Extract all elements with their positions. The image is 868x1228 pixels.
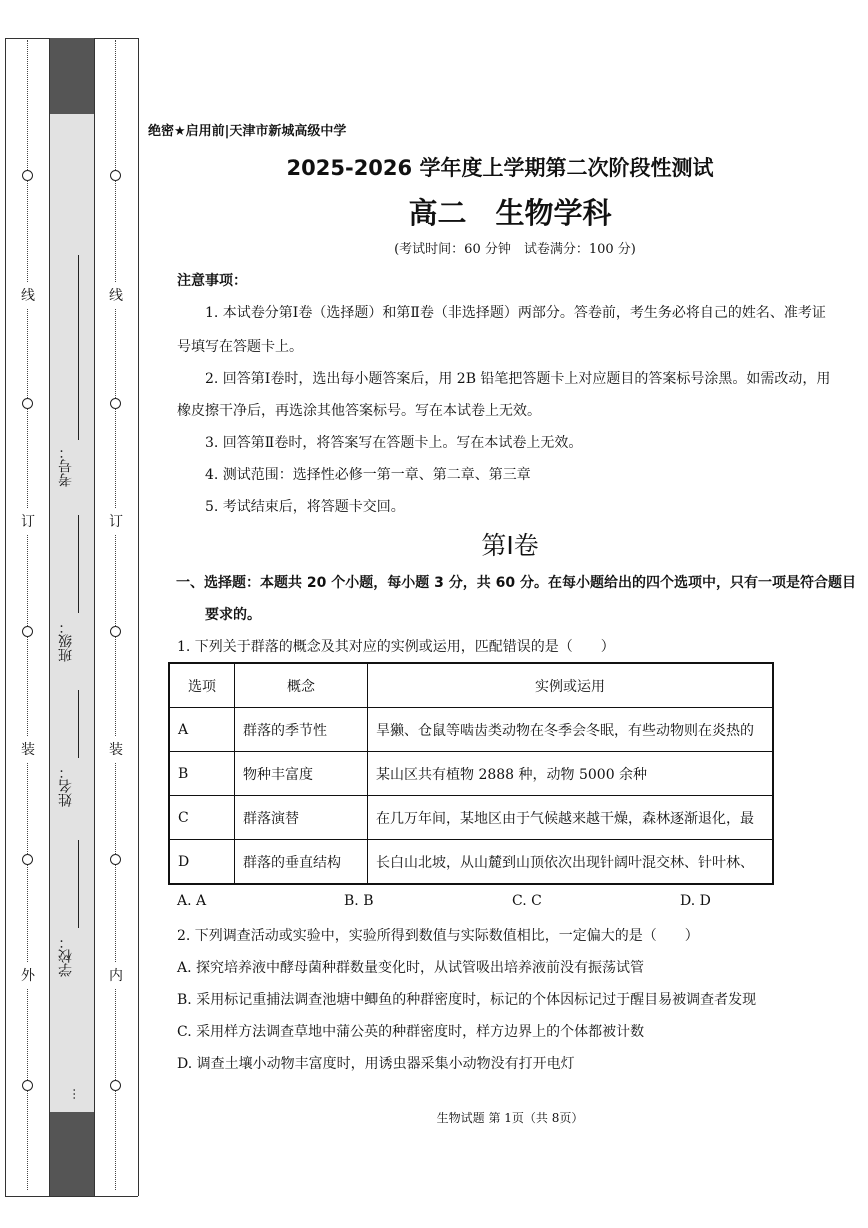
table-row bbox=[169, 840, 773, 885]
binding-margin bbox=[0, 0, 140, 1228]
q1-table bbox=[168, 662, 774, 885]
q1-option-b[interactable]: B. B bbox=[344, 893, 374, 909]
outer-circle bbox=[22, 398, 33, 409]
note-2-cont: 橡皮擦干净后，再选涂其他答案标号。写在本试卷上无效。 bbox=[177, 403, 541, 419]
table-header-row bbox=[169, 663, 773, 708]
field-label: 考号： bbox=[58, 445, 74, 487]
table-cell: 在几万年间，某地区由于气候越来越干燥，森林逐渐退化，最 bbox=[368, 796, 774, 840]
q2-option-c[interactable]: C. 采用样方法调查草地中蒲公英的种群密度时，样方边界上的个体都被计数 bbox=[177, 1024, 645, 1040]
outer-char-zhuang: 装 bbox=[20, 736, 36, 762]
outer-cut-line bbox=[27, 40, 28, 1190]
table-row bbox=[169, 708, 773, 752]
note-4: 4. 测试范围：选择性必修一第一章、第二章、第三章 bbox=[205, 467, 531, 483]
field-underline bbox=[78, 690, 79, 758]
table-cell: 群落的垂直结构 bbox=[235, 840, 368, 885]
inner-circle bbox=[110, 170, 121, 181]
outer-circle bbox=[22, 1080, 33, 1091]
inner-char-ding: 订 bbox=[108, 508, 124, 534]
table-row bbox=[169, 752, 773, 796]
outer-char-xian: 线 bbox=[20, 282, 36, 308]
outer-char-ding: 订 bbox=[20, 508, 36, 534]
table-cell: C bbox=[169, 796, 235, 840]
exam-title: 2025-2026 学年度上学期第二次阶段性测试 bbox=[286, 156, 714, 180]
table-cell: 某山区共有植物 2888 种，动物 5000 余种 bbox=[368, 752, 774, 796]
margin-border-bottom bbox=[5, 1196, 138, 1197]
outer-circle bbox=[22, 626, 33, 637]
volume-title: 第Ⅰ卷 bbox=[481, 531, 539, 560]
inner-char-xian: 线 bbox=[108, 282, 124, 308]
field-label: 班级： bbox=[58, 620, 74, 662]
table-cell: 群落的季节性 bbox=[235, 708, 368, 752]
q2-option-a[interactable]: A. 探究培养液中酵母菌种群数量变化时，从试管吸出培养液前没有振荡试管 bbox=[177, 960, 645, 976]
table-header-cell: 概念 bbox=[235, 663, 368, 708]
inner-label-nei: 内 bbox=[108, 962, 124, 988]
exam-number-field[interactable] bbox=[56, 255, 86, 505]
table-header-cell: 选项 bbox=[169, 663, 235, 708]
table-row bbox=[169, 796, 773, 840]
field-label: 学校： bbox=[58, 935, 74, 977]
table-cell: B bbox=[169, 752, 235, 796]
school-field[interactable] bbox=[56, 840, 86, 990]
strip-ellipsis: … bbox=[64, 1088, 78, 1100]
table-header-cell: 实例或运用 bbox=[368, 663, 774, 708]
outer-circle bbox=[22, 854, 33, 865]
margin-dark-block-top bbox=[49, 38, 95, 114]
q2-stem: 2. 下列调查活动或实验中，实验所得到数值与实际数值相比，一定偏大的是（ ） bbox=[177, 928, 699, 944]
field-underline bbox=[78, 515, 79, 613]
inner-char-zhuang: 装 bbox=[108, 736, 124, 762]
note-5: 5. 考试结束后，将答题卡交回。 bbox=[205, 499, 405, 515]
notes-heading: 注意事项： bbox=[177, 273, 247, 289]
note-2: 2. 回答第Ⅰ卷时，选出每小题答案后，用 2B 铅笔把答题卡上对应题目的答案标号涂黑。如需改动，用 bbox=[205, 371, 831, 387]
field-label: 姓名： bbox=[58, 765, 74, 807]
exam-info: (考试时间：60 分钟 试卷满分：100 分) bbox=[394, 242, 636, 257]
secret-label: 绝密★启用前|天津市新城高级中学 bbox=[148, 124, 347, 139]
inner-circle bbox=[110, 854, 121, 865]
class-field[interactable] bbox=[56, 515, 86, 675]
q2-option-d[interactable]: D. 调查土壤小动物丰富度时，用诱虫器采集小动物没有打开电灯 bbox=[177, 1056, 575, 1072]
inner-circle bbox=[110, 398, 121, 409]
table-cell: 群落演替 bbox=[235, 796, 368, 840]
inner-circle bbox=[110, 626, 121, 637]
inner-circle bbox=[110, 1080, 121, 1091]
table-cell: D bbox=[169, 840, 235, 885]
q1-option-a[interactable]: A. A bbox=[177, 893, 207, 909]
outer-label-wai: 外 bbox=[20, 962, 36, 988]
q1-option-c[interactable]: C. C bbox=[512, 893, 542, 909]
table-cell: 旱獭、仓鼠等啮齿类动物在冬季会冬眠，有些动物则在炎热的 bbox=[368, 708, 774, 752]
inner-cut-line bbox=[115, 40, 116, 1190]
name-field[interactable] bbox=[56, 690, 86, 820]
margin-border-left bbox=[5, 38, 6, 1196]
note-3: 3. 回答第Ⅱ卷时，将答案写在答题卡上。写在本试卷上无效。 bbox=[205, 435, 583, 451]
outer-circle bbox=[22, 170, 33, 181]
margin-border-right bbox=[138, 38, 139, 1196]
q1-stem: 1. 下列关于群落的概念及其对应的实例或运用，匹配错误的是（ ） bbox=[177, 639, 615, 655]
field-underline bbox=[78, 840, 79, 928]
table-cell: A bbox=[169, 708, 235, 752]
page-footer: 生物试题 第 1页（共 8页） bbox=[436, 1111, 584, 1125]
subject-title: 高二 生物学科 bbox=[408, 196, 612, 230]
margin-dark-block-bottom bbox=[49, 1112, 95, 1196]
table-cell: 长白山北坡，从山麓到山顶依次出现针阔叶混交林、针叶林、 bbox=[368, 840, 774, 885]
q1-option-d[interactable]: D. D bbox=[680, 893, 711, 909]
note-1-cont: 号填写在答题卡上。 bbox=[177, 339, 303, 355]
q2-option-b[interactable]: B. 采用标记重捕法调查池塘中鲫鱼的种群密度时，标记的个体因标记过于醒目易被调查者发现 bbox=[177, 992, 757, 1008]
section-instruction: 一、选择题：本题共 20 个小题，每小题 3 分，共 60 分。在每小题给出的四个选项中，只有一项是符合题目 bbox=[176, 575, 856, 591]
note-1: 1. 本试卷分第Ⅰ卷（选择题）和第Ⅱ卷（非选择题）两部分。答卷前，考生务必将自己的姓名、准考证 bbox=[205, 305, 826, 321]
section-instruction-cont: 要求的。 bbox=[205, 607, 261, 623]
table-cell: 物种丰富度 bbox=[235, 752, 368, 796]
field-underline bbox=[78, 255, 79, 440]
